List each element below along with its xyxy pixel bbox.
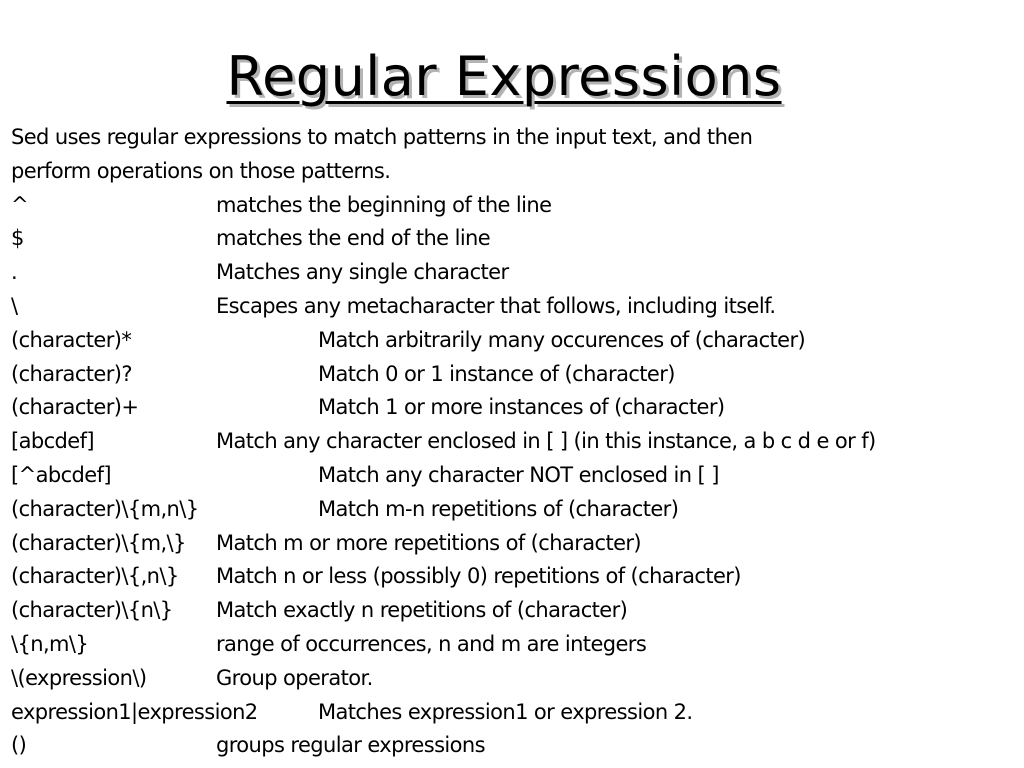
entry-row-group-operator — [11, 662, 1011, 696]
entry-symbol: (character)\{m,\} — [11, 530, 186, 555]
entry-description: Group operator. — [216, 665, 373, 690]
entry-symbol: (character)\{m,n\} — [11, 496, 199, 521]
intro-line-1: Sed uses regular expressions to match patterns in the input text, and then — [11, 125, 753, 149]
entry-description: matches the end of the line — [216, 226, 491, 251]
entry-row-plus — [11, 391, 1011, 425]
intro-line-2: perform operations on those patterns. — [11, 158, 391, 183]
entry-symbol: . — [11, 260, 18, 285]
entry-row-dot — [11, 256, 1011, 290]
slide-title: Regular Expressions — [226, 45, 782, 108]
entry-description: Match n or less (possibly 0) repetitions of (character) — [216, 564, 741, 589]
entry-description: Match arbitrarily many occurences of (character) — [318, 327, 806, 352]
entry-symbol: ^ — [11, 192, 28, 217]
entry-description: Match 1 or more instances of (character) — [318, 395, 725, 420]
entry-row-bracket — [11, 425, 1011, 459]
entry-symbol: expression1|expression2 — [11, 699, 258, 724]
entry-row-range-open-n — [11, 560, 1011, 594]
entry-row-occurrence-range — [11, 628, 1011, 662]
entry-description: Match exactly n repetitions of (character) — [216, 598, 628, 623]
entry-symbol: (character)+ — [11, 395, 139, 420]
entry-symbol: \(expression\) — [11, 665, 147, 690]
entry-symbol: $ — [11, 226, 24, 251]
entry-description: Match any character enclosed in [ ] (in this instance, a b c d e or f) — [216, 429, 876, 454]
entry-description: Matches expression1 or expression 2. — [318, 699, 693, 724]
entry-symbol: (character)? — [11, 361, 132, 386]
entry-symbol: \ — [11, 293, 18, 318]
entry-row-alternation — [11, 696, 1011, 730]
entry-row-caret — [11, 189, 1011, 223]
entry-description: Matches any single character — [216, 260, 509, 285]
entry-description: Match m or more repetitions of (character) — [216, 530, 642, 555]
entry-symbol: [^abcdef] — [11, 462, 111, 487]
entry-symbol: () — [11, 733, 27, 758]
entry-description: Escapes any metacharacter that follows, including itself. — [216, 293, 776, 318]
entry-row-negated-bracket — [11, 459, 1011, 493]
entry-row-exact-n — [11, 594, 1011, 628]
entry-row-parens — [11, 729, 1011, 763]
entry-symbol: [abcdef] — [11, 429, 94, 454]
entry-row-backslash — [11, 290, 1011, 324]
entry-symbol: (character)\{n\} — [11, 598, 173, 623]
entry-description: groups regular expressions — [216, 733, 485, 758]
entry-description: matches the beginning of the line — [216, 192, 552, 217]
entry-row-range-m-open — [11, 527, 1011, 561]
entry-row-question — [11, 358, 1011, 392]
entry-symbol: (character)* — [11, 327, 132, 352]
entry-symbol: \{n,m\} — [11, 631, 89, 656]
entry-row-dollar — [11, 222, 1011, 256]
entry-description: Match 0 or 1 instance of (character) — [318, 361, 675, 386]
entry-description: Match m-n repetitions of (character) — [318, 496, 679, 521]
entry-row-star — [11, 324, 1011, 358]
entry-symbol: (character)\{,n\} — [11, 564, 179, 589]
slide-body — [11, 121, 1011, 763]
entry-row-range-mn — [11, 493, 1011, 527]
entry-description: range of occurrences, n and m are integers — [216, 631, 647, 656]
entry-description: Match any character NOT enclosed in [ ] — [318, 462, 719, 487]
